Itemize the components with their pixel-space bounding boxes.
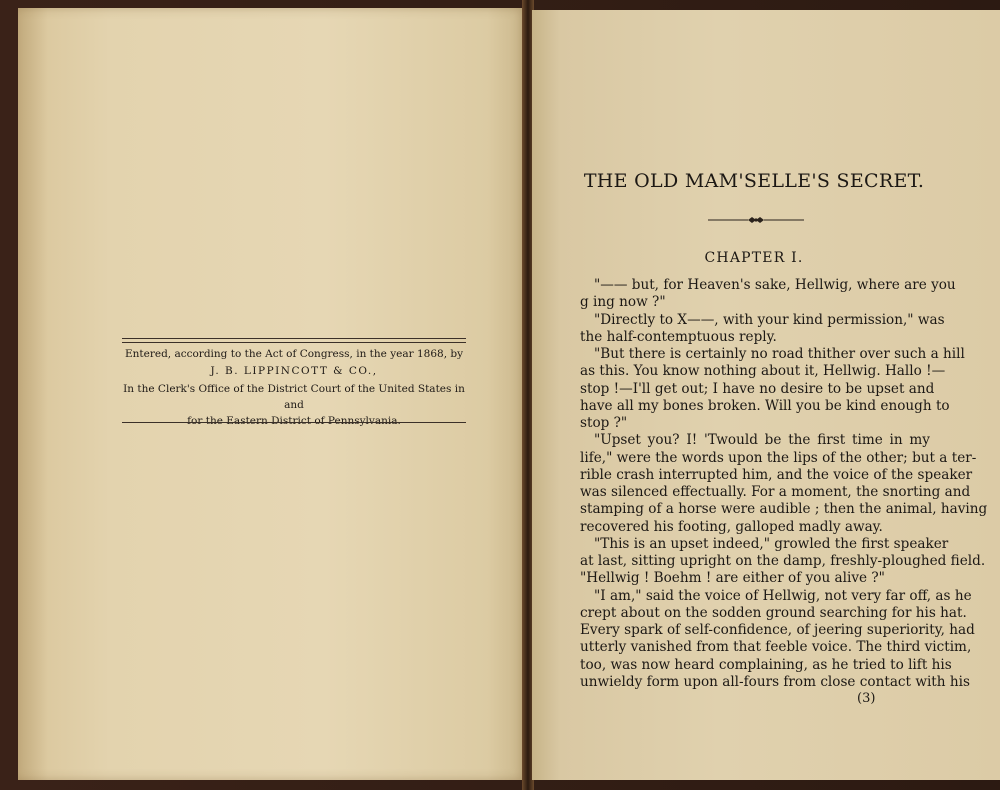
publisher-name: J. B. LIPPINCOTT & CO., [210,365,378,377]
text-line: the half-contemptuous reply. [580,328,777,345]
text-line: "—— but, for Heaven's sake, Hellwig, where are you [594,277,956,293]
text-line: Every spark of self-confidence, of jeering superiority, had [580,622,975,638]
copyright-notice [118,346,470,429]
text-line: "I am," said the voice of Hellwig, not very far off, as he [594,587,972,604]
text-line: too, was now heard complaining, as he tried to lift his [580,656,952,673]
chapter-heading: CHAPTER I. [704,250,804,266]
text-line: "Upset you? I! 'Twould be the first time in my [594,432,930,449]
chapter-body-text [580,277,988,691]
text-line: stop !—I'll get out; I have no desire to be upset and [580,380,935,397]
ornament-divider [708,213,804,227]
text-line: life," were the words upon the lips of the other; but a ter- [580,449,977,466]
text-line: as this. You know nothing about it, Hellwig. Hallo !— [580,363,946,380]
text-line: rible crash interrupted him, and the voice of the speaker [580,466,973,483]
text-line: "This is an upset indeed," growled the first speaker [594,535,949,552]
text-line: stamping of a horse were audible ; then the animal, having [580,501,988,518]
text-line: "But there is certainly no road thither over such a hill [594,346,965,362]
text-line: "Hellwig ! Boehm ! are either of you alive ?" [580,570,885,587]
text-line: crept about on the sodden ground searching for his hat. [580,604,967,621]
copyright-top-rule [122,338,466,339]
book-title: THE OLD MAM'SELLE'S SECRET. [583,170,925,192]
text-line: unwieldy form upon all-fours from close contact with his [580,673,970,690]
text-line: at last, sitting upright on the damp, freshly-ploughed field. [580,553,986,569]
copyright-line: for the Eastern District of Pennsylvania. [187,415,401,427]
copyright-line: In the Clerk's Office of the District Court of the United States in and [123,383,465,411]
copyright-line: Entered, according to the Act of Congress, in the year 1868, by [124,348,464,360]
text-line: was silenced effectually. For a moment, the snorting and [580,484,971,500]
text-line: "Directly to X——, with your kind permission," was [594,311,945,328]
text-line: utterly vanished from that feeble voice. The third victim, [580,639,972,656]
text-line: have all my bones broken. Will you be kind enough to [580,397,950,414]
page-number: (3) [857,691,876,706]
copyright-bottom-rule [122,422,466,423]
text-line: recovered his footing, galloped madly away. [580,518,883,535]
text-line: g ing now ?" [580,294,666,311]
text-line: stop ?" [580,415,628,431]
